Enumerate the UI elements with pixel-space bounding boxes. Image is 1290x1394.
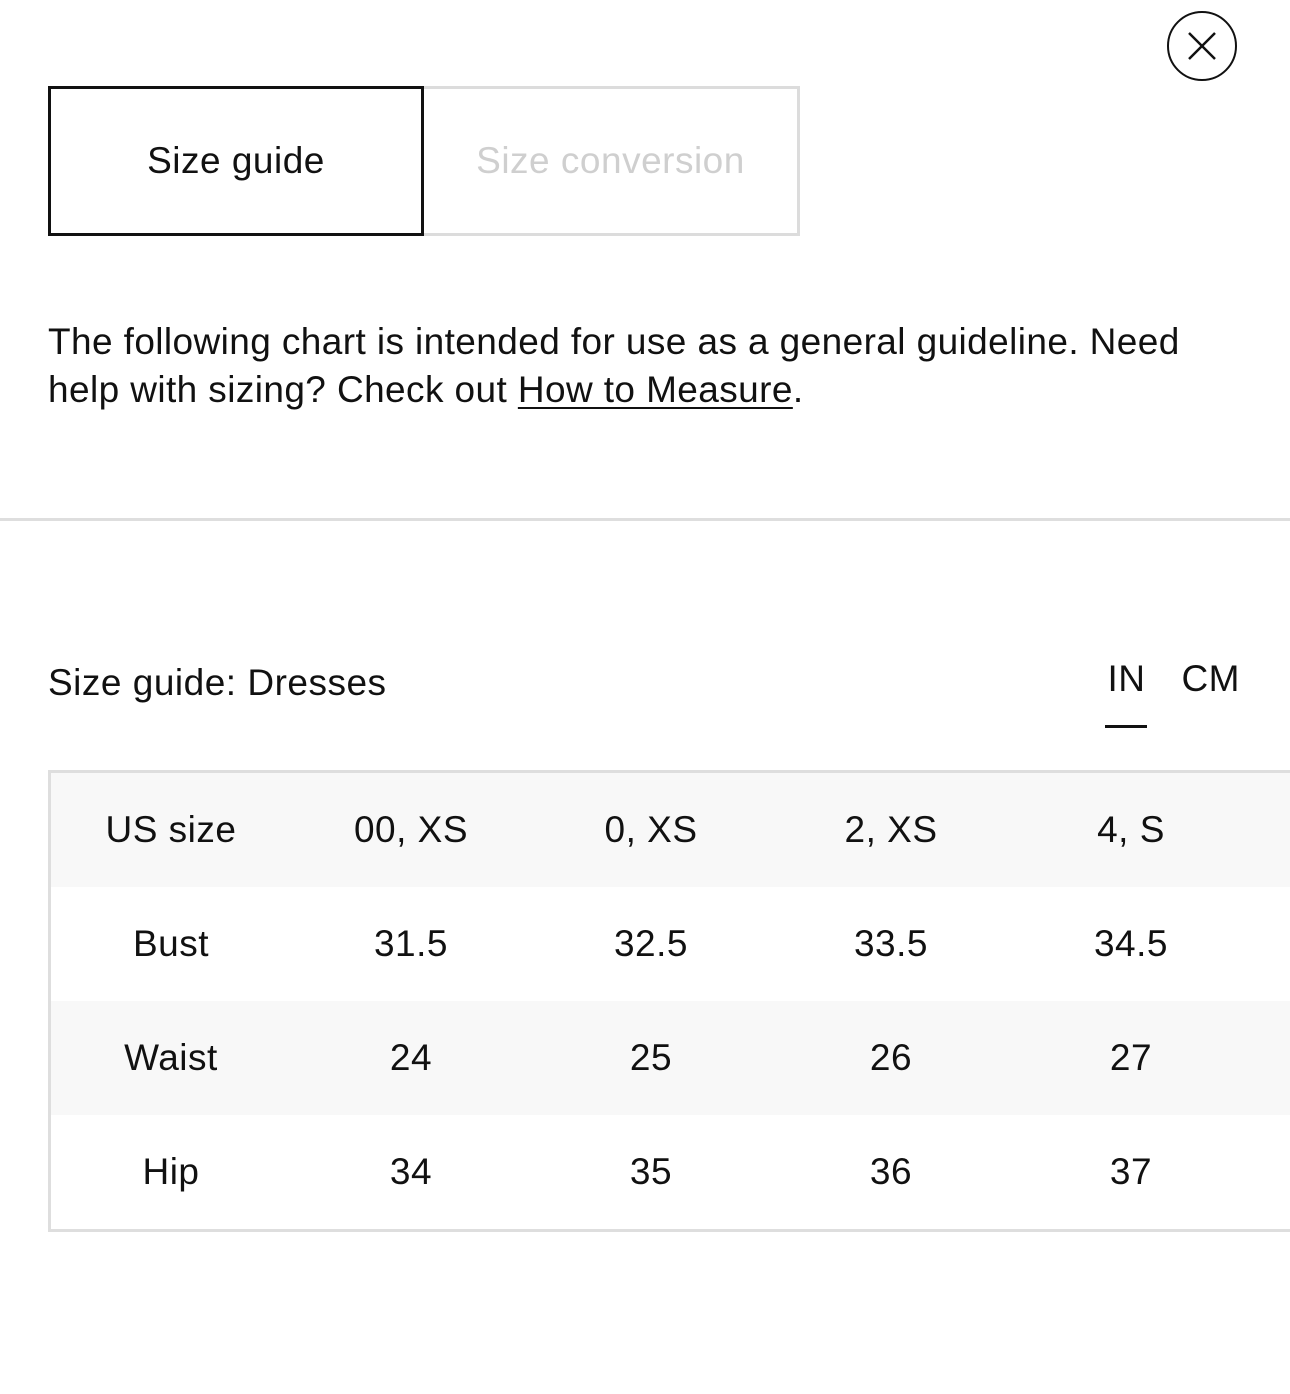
tab-size-guide[interactable]: Size guide (48, 86, 424, 236)
how-to-measure-link[interactable]: How to Measure (517, 369, 793, 410)
table-cell: 24 (389, 1037, 433, 1078)
row-label: Bust (132, 923, 210, 964)
size-table-title: Size guide: Dresses (48, 662, 387, 703)
description-trailing: . (792, 369, 804, 410)
table-cell: 34.5 (1093, 923, 1168, 964)
table-cell: 31.5 (373, 923, 448, 964)
row-label: Hip (142, 1151, 200, 1192)
tab-size-conversion[interactable]: Size conversion (424, 86, 800, 236)
table-cell: 33.5 (853, 923, 928, 964)
table-cell: 26 (869, 1037, 913, 1078)
table-cell: 4, S (1097, 809, 1165, 850)
table-cell: 34 (389, 1151, 433, 1192)
size-table (48, 770, 1290, 1232)
table-row-us-size (51, 773, 1290, 887)
unit-toggle (1107, 658, 1240, 714)
unit-in-button[interactable]: IN (1107, 658, 1145, 714)
description-text: The following chart is intended for use as a general guideline. Need help with sizing? Check out (48, 321, 1180, 410)
table-cell: 35 (629, 1151, 673, 1192)
table-row-hip (51, 1115, 1290, 1229)
size-tabs (48, 86, 800, 236)
table-cell: 2, XS (844, 809, 938, 850)
close-button[interactable] (1167, 11, 1237, 81)
row-label: US size (105, 809, 237, 850)
table-row-bust (51, 887, 1290, 1001)
row-label: Waist (124, 1037, 218, 1078)
table-row-waist (51, 1001, 1290, 1115)
table-cell: 0, XS (604, 809, 698, 850)
table-cell: 00, XS (353, 809, 469, 850)
table-cell: 27 (1109, 1037, 1153, 1078)
table-cell: 32.5 (613, 923, 688, 964)
close-icon (1187, 31, 1217, 61)
unit-cm-button[interactable]: CM (1181, 658, 1240, 699)
table-cell: 36 (869, 1151, 913, 1192)
section-divider (0, 518, 1290, 521)
table-cell: 25 (629, 1037, 673, 1078)
size-guide-description (48, 318, 1248, 414)
table-cell: 37 (1109, 1151, 1153, 1192)
